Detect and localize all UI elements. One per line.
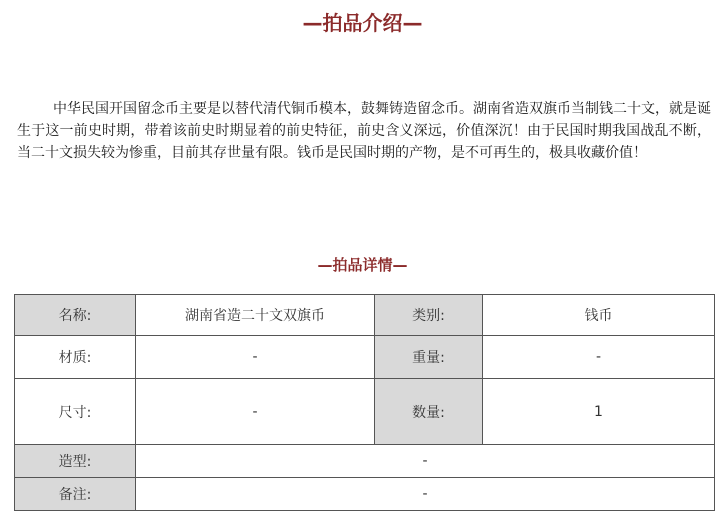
table-row <box>15 379 715 445</box>
size-label: 尺寸: <box>15 379 136 445</box>
size-value: - <box>136 379 375 445</box>
name-label: 名称: <box>15 295 136 336</box>
remark-label: 备注: <box>15 478 136 511</box>
weight-value: - <box>483 336 715 379</box>
quantity-label: 数量: <box>375 379 483 445</box>
table-row <box>15 336 715 379</box>
detail-section-title: —拍品详情— <box>317 256 408 274</box>
shape-value: - <box>136 445 715 478</box>
intro-section-title: —拍品介绍— <box>302 11 423 35</box>
intro-paragraph: 中华民国开国留念币主要是以替代清代铜币模本，鼓舞铸造留念币。湖南省造双旗币当制钱二十文，就是诞生于这一前史时期，带着该前史时期显着的前史特征，前史含义深远，价值深沉！由于民国时期我国战乱不断，当二十文损失较为惨重，目前其存世量有限。钱币是民国时期的产物，是不可再生的，极具收藏价值！ <box>17 101 711 161</box>
remark-value: - <box>136 478 715 511</box>
quantity-value: 1 <box>483 379 715 445</box>
material-value: - <box>136 336 375 379</box>
category-value: 钱币 <box>483 295 715 336</box>
material-label: 材质: <box>15 336 136 379</box>
table-row <box>15 295 715 336</box>
name-value: 湖南省造二十文双旗币 <box>136 295 375 336</box>
detail-table <box>14 294 715 511</box>
table-row <box>15 478 715 511</box>
table-row <box>15 445 715 478</box>
category-label: 类别: <box>375 295 483 336</box>
shape-label: 造型: <box>15 445 136 478</box>
weight-label: 重量: <box>375 336 483 379</box>
